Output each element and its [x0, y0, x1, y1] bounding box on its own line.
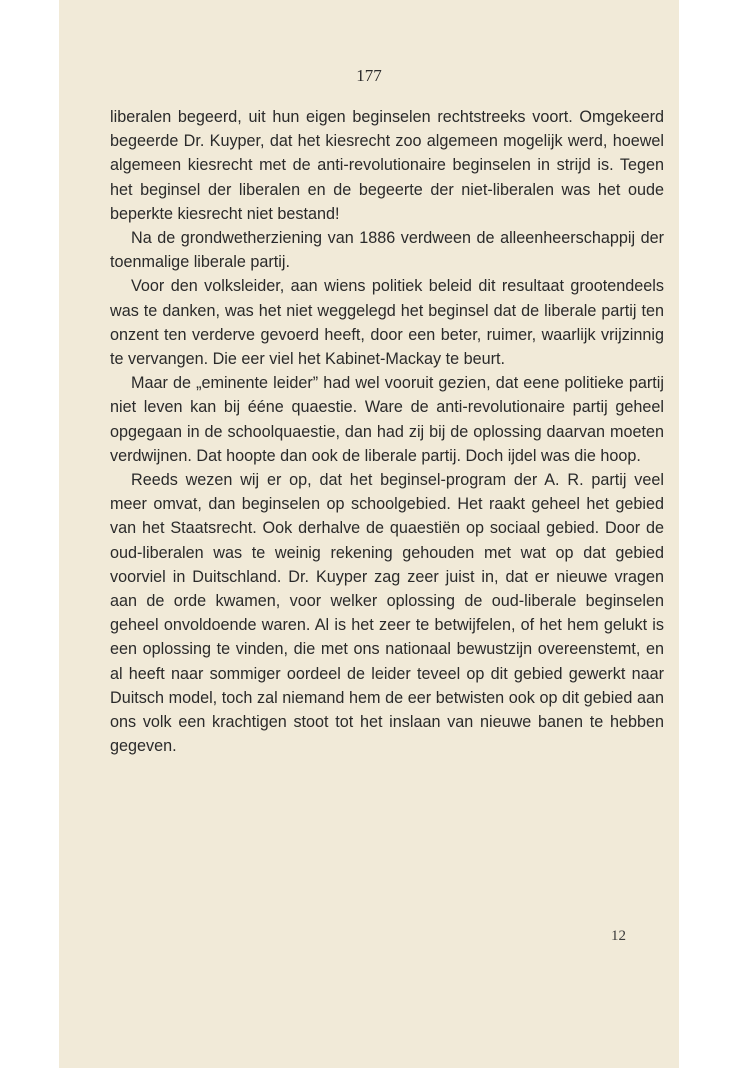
paragraph: liberalen begeerd, uit hun eigen beginselen rechtstreeks voort. Omgekeerd begeerde Dr. Kuyper, dat het kiesrecht zoo algemeen mogelijk werd, hoewel algemeen kiesrecht met de anti-revolutionaire beginselen in strijd is. Tegen het beginsel der liberalen en de begeerte der niet-liberalen was het oude beperkte kiesrecht niet bestand!: [110, 108, 664, 223]
paragraph: Reeds wezen wij er op, dat het beginsel-program der A. R. partij veel meer omvat, dan beginselen op schoolgebied. Het raakt geheel het gebied van het Staatsrecht. Ook derhalve de quaestiën op sociaal gebied. Door de oud-liberalen was te weinig rekening gehouden met wat op dat gebied voorviel in Duitschland. Dr. Kuyper zag zeer juist in, dat er nieuwe vragen aan de orde kwamen, voor welker oplossing de oud-liberale beginselen geheel onvoldoende waren. Al is het zeer te betwijfelen, of het hem gelukt is een oplossing te vinden, die met ons nationaal bewustzijn overeenstemt, en al heeft naar sommiger oordeel de leider teveel op dit gebied gewerkt naar Duitsch model, toch zal niemand hem de eer betwisten ook op dit gebied aan ons volk een krachtigen stoot tot het inslaan van nieuwe banen te hebben gegeven.: [110, 471, 664, 756]
paragraph: Maar de „eminente leider” had wel vooruit gezien, dat eene politieke partij niet leven kan bij ééne quaestie. Ware de anti-revolutionaire partij geheel opgegaan in de schoolquaestie, dan had zij bij de oplossing daarvan moeten verdwijnen. Dat hoopte dan ook de liberale partij. Doch ijdel was die hoop.: [110, 374, 664, 465]
body-text: [110, 105, 664, 758]
book-page: [59, 0, 679, 1068]
paragraph: Na de grondwetherziening van 1886 verdween de alleenheerschappij der toenmalige liberale partij.: [110, 229, 664, 272]
paragraph: Voor den volksleider, aan wiens politiek beleid dit resultaat grootendeels was te danken, was het niet weggelegd het beginsel dat de liberale partij ten onzent ten verderve gevoerd heeft, door een beter, ruimer, waarlijk vrijzinnig te vervangen. Die eer viel het Kabinet-Mackay te beurt.: [110, 277, 664, 369]
signature-mark: 12: [611, 928, 626, 944]
page-number: 177: [356, 66, 382, 85]
